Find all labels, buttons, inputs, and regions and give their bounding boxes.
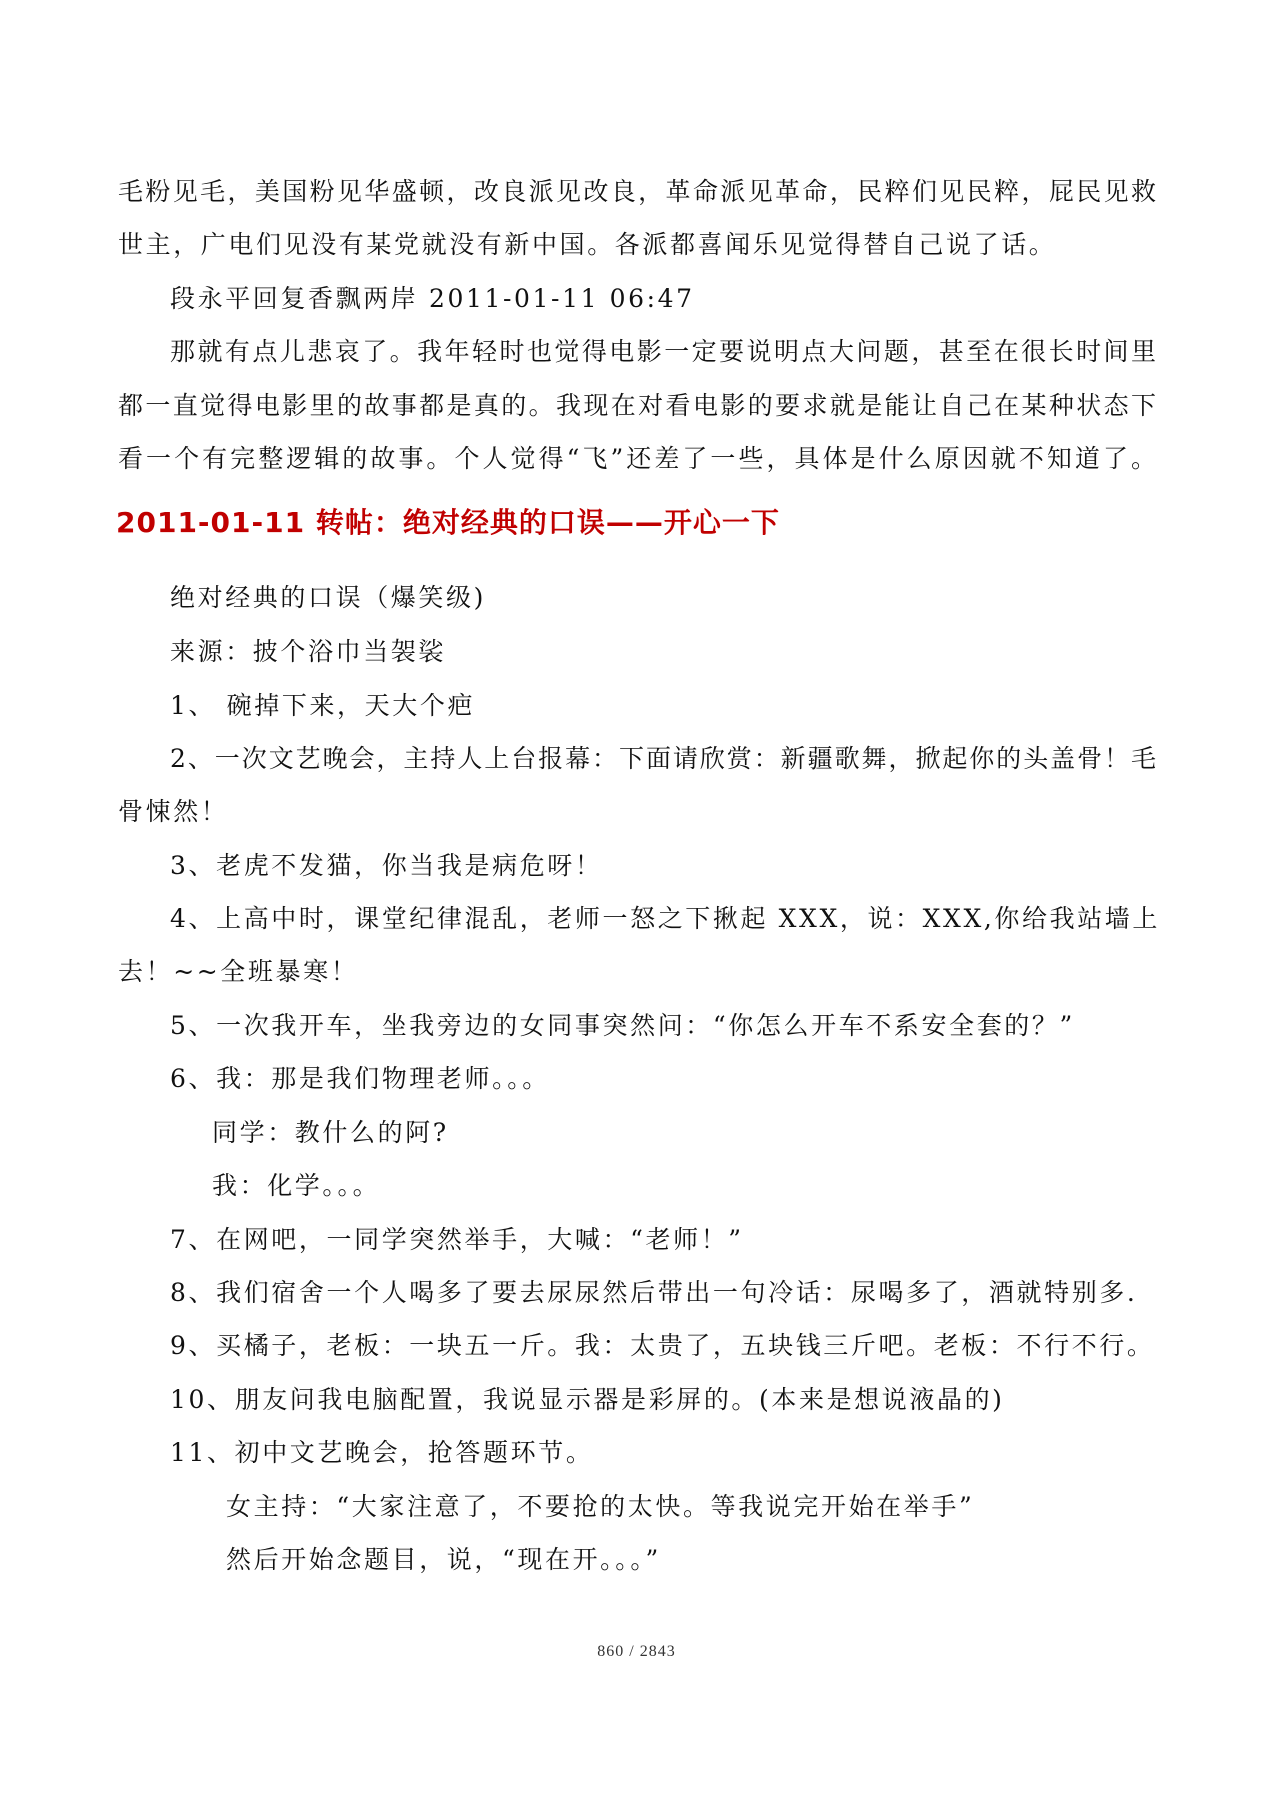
list-item-continuation: 骨悚然！	[118, 797, 229, 826]
dialogue-line: 然后开始念题目，说，“现在开。。。”	[226, 1545, 661, 1574]
list-item: 6、我：那是我们物理老师。。。	[170, 1064, 550, 1093]
dialogue-line: 同学：教什么的阿?	[212, 1118, 449, 1147]
page-number: 860 / 2843	[597, 1643, 676, 1660]
list-item: 7、在网吧，一同学突然举手，大喊：“老师！”	[170, 1225, 744, 1254]
list-item: 9、买橘子，老板：一块五一斤。我：太贵了，五块钱三斤吧。老板：不行不行。	[170, 1331, 1155, 1360]
list-item: 2、一次文艺晚会，主持人上台报幕：下面请欣赏：新疆歌舞，掀起你的头盖骨！毛	[170, 744, 1156, 773]
list-item: 8、我们宿舍一个人喝多了要去尿尿然后带出一句冷话：尿喝多了，酒就特别多.	[170, 1278, 1138, 1307]
dialogue-line: 我：化学。。。	[212, 1171, 381, 1200]
paragraph-line: 都一直觉得电影里的故事都是真的。我现在对看电影的要求就是能让自己在某种状态下	[118, 391, 1156, 420]
post-source: 来源：披个浴巾当袈裟	[170, 637, 447, 666]
reply-header: 段永平回复香飘两岸 2011-01-11 06:47	[170, 284, 695, 313]
list-item: 11、初中文艺晚会，抢答题环节。	[170, 1438, 594, 1467]
paragraph-line: 世主，广电们见没有某党就没有新中国。各派都喜闻乐见觉得替自己说了话。	[118, 230, 1057, 259]
list-item: 3、老虎不发猫，你当我是病危呀！	[170, 851, 603, 880]
list-item: 10、朋友问我电脑配置，我说显示器是彩屏的。(本来是想说液晶的)	[170, 1385, 1005, 1414]
paragraph-line: 毛粉见毛，美国粉见华盛顿，改良派见改良，革命派见革命，民粹们见民粹，屁民见救	[118, 177, 1156, 206]
list-item-continuation: 去！~~全班暴寒！	[118, 957, 359, 986]
list-item: 4、上高中时，课堂纪律混乱，老师一怒之下揪起 XXX，说：XXX,你给我站墙上	[170, 904, 1160, 933]
section-heading: 2011-01-11 转帖：绝对经典的口误——开心一下	[116, 506, 780, 539]
paragraph-line: 看一个有完整逻辑的故事。个人觉得“飞”还差了一些，具体是什么原因就不知道了。	[118, 444, 1156, 473]
post-title: 绝对经典的口误（爆笑级)	[170, 583, 486, 612]
paragraph-line: 那就有点儿悲哀了。我年轻时也觉得电影一定要说明点大问题，甚至在很长时间里	[170, 337, 1156, 366]
list-item: 1、 碗掉下来，天大个疤	[170, 691, 476, 720]
list-item: 5、一次我开车，坐我旁边的女同事突然问：“你怎么开车不系安全套的？”	[170, 1011, 1075, 1040]
dialogue-line: 女主持：“大家注意了，不要抢的太快。等我说完开始在举手”	[226, 1492, 975, 1521]
